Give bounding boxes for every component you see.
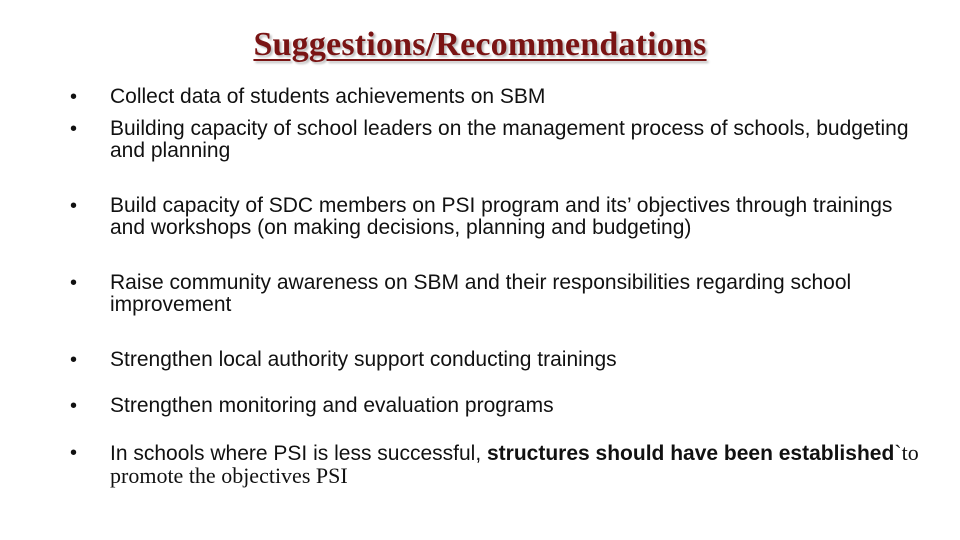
bullet-text: Raise community awareness on SBM and their responsibilities regarding school improvement — [110, 270, 852, 316]
bullet-text-bold: structures should have been established — [487, 441, 895, 465]
bullet-item-sdc-members — [60, 195, 920, 240]
bullet-text: Strengthen local authority support conducting trainings — [110, 347, 617, 371]
bullet-item-collect-data — [60, 86, 920, 109]
bullet-item-community-awareness — [60, 272, 920, 317]
bullet-text: Build capacity of SDC members on PSI program and its’ objectives through trainings and workshops (on making decisions, planning and budgeting) — [110, 193, 893, 239]
bullet-text: Collect data of students achievements on SBM — [110, 85, 546, 108]
bullet-item-psi-schools — [60, 439, 920, 489]
bullet-item-local-authority — [60, 349, 920, 372]
bullet-list — [60, 86, 920, 489]
slide-title: Suggestions/Recommendations — [253, 26, 707, 63]
bullet-item-monitoring — [60, 395, 920, 418]
bullet-item-school-leaders — [60, 118, 920, 163]
bullet-text: Strengthen monitoring and evaluation programs — [110, 394, 554, 417]
bullet-text-end: `to promote the objectives PSI — [110, 439, 919, 488]
bullet-text-start: In schools where PSI is less successful, — [110, 441, 487, 465]
bullet-text: Building capacity of school leaders on the management process of schools, budgeting and planning — [110, 116, 909, 162]
